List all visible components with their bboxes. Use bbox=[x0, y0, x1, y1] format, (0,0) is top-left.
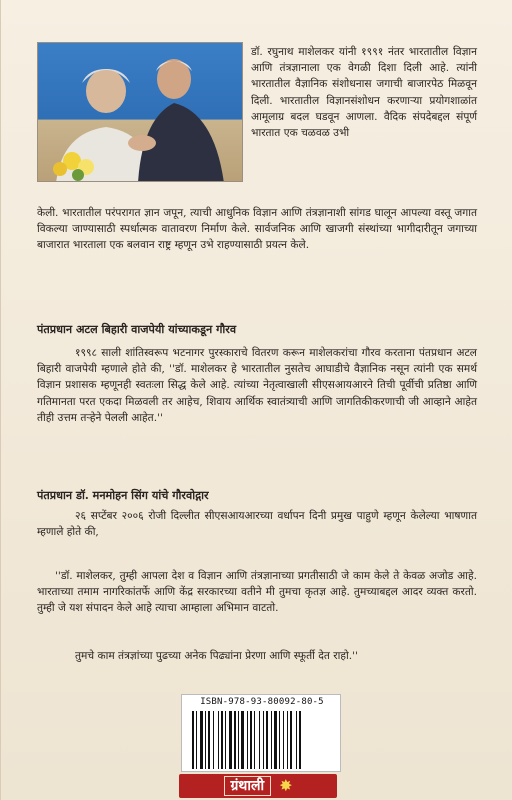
quote-closing: तुमचे काम तंत्रज्ञांच्या पुढच्या अनेक पिढ्यांना प्रेरणा आणि स्फूर्ती देत राहो.'' bbox=[75, 650, 358, 662]
section-body-vajpayee: १९९८ साली शांतिस्वरूप भटनागर पुरस्काराचे वितरण करून माशेलकरांचा गौरव करताना पंतप्रधान अटल बिहारी वाजपेयी म्हणाले होते की, ''डॉ. माशेलकर हे भारतातील नुसतेच आघाडीचे वैज्ञानिक नसून त्यांनी एक समर्थ विज्ञान प्रशासक म्हणूनही स्वतःला सिद्ध केले आहे. त्यांच्या नेतृत्वाखाली सीएसआयआरने तिची पूर्वीची प्रतिष्ठा आणि गतिमानता परत एकदा मिळवली तर आहेच, शिवाय आर्थिक स्वातंत्र्याची आणि जागतिकीकरणाची जी आव्हाने आहेत तीही उत्तम तऱ्हेने पेलली आहेत.'' bbox=[37, 347, 477, 424]
section-body-manmohan: २६ सप्टेंबर २००६ रोजी दिल्लीत सीएसआयआरच्या वर्धापन दिनी प्रमुख पाहुणे म्हणून केलेल्या भाषणात म्हणाले होते की, bbox=[37, 510, 477, 539]
quote-paragraph: ''डॉ. माशेलकर, तुम्ही आपला देश व विज्ञान आणि तंत्रज्ञानाच्या प्रगतीसाठी जे काम केले ते केवळ अजोड आहे. भारताच्या तमाम नागरिकांतर्फे आणि केंद्र सरकारच्या वतीने मी तुमचा कृतज्ञ आहे. तुमच्याबद्दल आदर व्यक्त करतो. तुम्ही जे यश संपादन केले आहे त्याचा आम्हाला अभिमान वाटतो. bbox=[37, 570, 477, 615]
section-heading-manmohan: पंतप्रधान डॉ. मनमोहन सिंग यांचे गौरवोद्गार bbox=[37, 488, 209, 502]
intro-paragraph-top: डॉ. रघुनाथ माशेलकर यांनी १९९१ नंतर भारतातील विज्ञान आणि तंत्रज्ञानाला एक वेगळी दिशा दिली आहे. त्यांनी भारतातील वैज्ञानिक संशोधनास जगाची बाजारपेठ मिळवून दिली. भारतातील विज्ञानसंशोधन करणाऱ्या प्रयोगशाळांत आमूलाग्र बदल घडवून आणला. वैदिक संपदेबद्दल संपूर्ण भारतात एक चळवळ उभी bbox=[251, 46, 477, 140]
publisher-logo bbox=[179, 774, 337, 798]
barcode-icon bbox=[190, 711, 334, 769]
publisher-name: ग्रंथाली bbox=[224, 776, 272, 796]
photo-icon bbox=[38, 43, 243, 182]
isbn-barcode-box bbox=[181, 694, 341, 772]
section-heading-vajpayee: पंतप्रधान अटल बिहारी वाजपेयी यांच्याकडून गौरव bbox=[37, 322, 237, 336]
star-icon: ✸ bbox=[279, 776, 293, 795]
isbn-label: ISBN-978-93-80092-80-5 bbox=[200, 697, 324, 707]
intro-paragraph-bottom: केली. भारतातील परंपरागत ज्ञान जपून, त्याची आधुनिक विज्ञान आणि तंत्रज्ञानाशी सांगड घालून आपल्या वस्तू जगात विकल्या जाण्यासाठी स्पर्धात्मक वातावरण निर्माण केले. सार्वजनिक आणि खाजगी संस्थांच्या भागीदारीतून जगाच्या बाजारात भारताला एक बलवान राष्ट्र म्हणून उभे राहण्यासाठी प्रयत्न केले. bbox=[37, 207, 477, 252]
cover-photo bbox=[37, 42, 243, 182]
